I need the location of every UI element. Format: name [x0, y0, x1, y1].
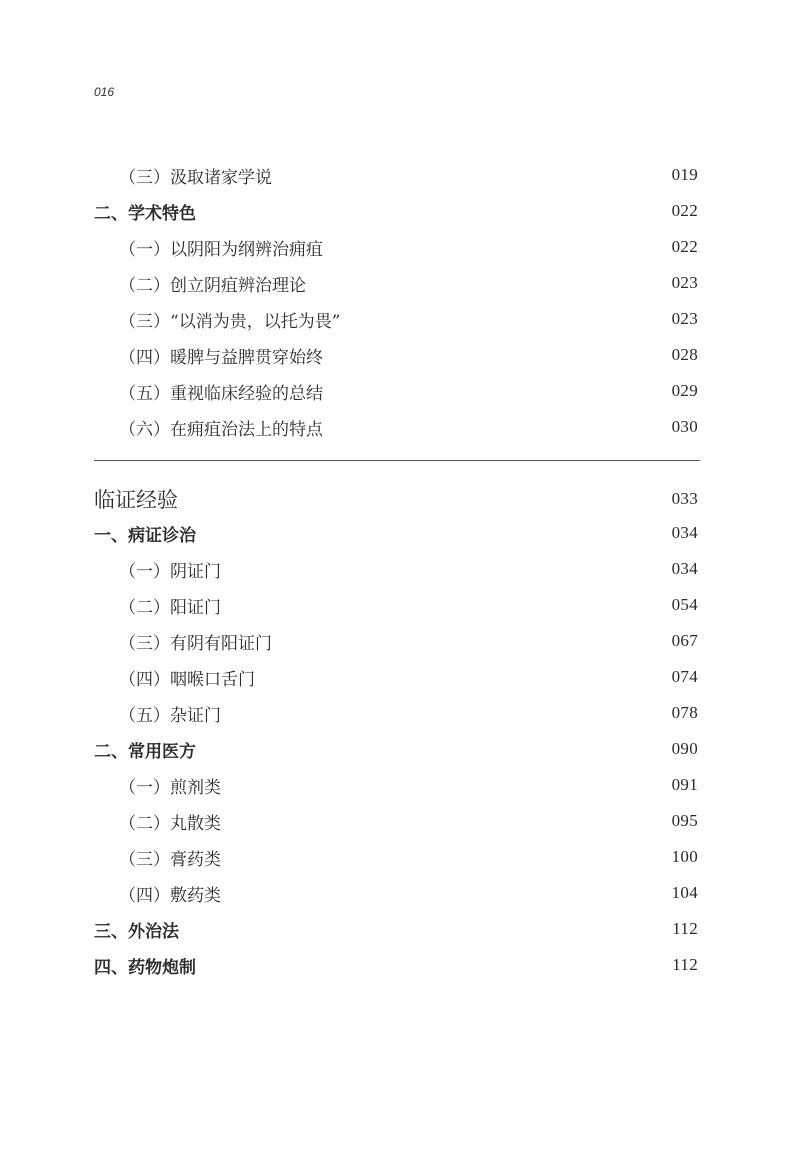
toc-entry-page: 104: [671, 883, 698, 902]
toc-entry-page: 112: [672, 919, 698, 938]
toc-entry[interactable]: [94, 731, 698, 767]
toc-entry-page: 095: [671, 811, 698, 830]
toc-entry-title: 二、学术特色: [94, 203, 196, 224]
toc-entry-page: 029: [671, 381, 698, 400]
toc-entry[interactable]: [94, 659, 698, 695]
toc-entry-page: 023: [671, 273, 698, 292]
toc-entry-page: 091: [671, 775, 698, 794]
toc-entry-title: 三、外治法: [94, 921, 179, 942]
toc-entry-title: （六）在痈疽治法上的特点: [119, 419, 323, 440]
toc-entry[interactable]: [94, 911, 698, 947]
toc-entry[interactable]: [94, 767, 698, 803]
toc-entry[interactable]: [94, 337, 698, 373]
toc-entry[interactable]: [94, 515, 698, 551]
toc-entry-page: 030: [671, 417, 698, 436]
toc-entry[interactable]: [94, 193, 698, 229]
toc-entry[interactable]: [94, 229, 698, 265]
toc-entry-title: （五）重视临床经验的总结: [119, 383, 323, 404]
toc-entry-title: 二、常用医方: [94, 741, 196, 762]
toc-entry-title: （三）膏药类: [119, 849, 221, 870]
toc-entry[interactable]: [94, 409, 698, 445]
toc-entry-page: 033: [671, 489, 698, 508]
toc-entry-page: 034: [671, 559, 698, 578]
toc-entry-page: 034: [671, 523, 698, 542]
toc-entry-title: （三）有阴有阳证门: [119, 633, 272, 654]
toc-entry[interactable]: [94, 157, 698, 193]
toc-entry[interactable]: [94, 695, 698, 731]
toc-entry-page: 022: [671, 237, 698, 256]
toc-entry-page: 067: [671, 631, 698, 650]
toc-entry[interactable]: [94, 875, 698, 911]
toc-entry-title: （二）创立阴疽辨治理论: [119, 275, 306, 296]
toc-entry[interactable]: [94, 623, 698, 659]
toc-chapter-title: 临证经验: [94, 488, 178, 512]
toc-chapter-entry[interactable]: [94, 481, 698, 517]
toc-entry-title: （二）丸散类: [119, 813, 221, 834]
toc-entry-page: 112: [672, 955, 698, 974]
toc-entry[interactable]: [94, 803, 698, 839]
toc-entry-page: 074: [671, 667, 698, 686]
page-number: 016: [94, 85, 115, 99]
toc-entry-page: 022: [671, 201, 698, 220]
toc-entry-page: 019: [671, 165, 698, 184]
toc-entry[interactable]: [94, 839, 698, 875]
toc-entry-page: 054: [671, 595, 698, 614]
toc-entry-title: （四）咽喉口舌门: [119, 669, 255, 690]
toc-entry-title: （一）煎剂类: [119, 777, 221, 798]
toc-entry-title: （二）阳证门: [119, 597, 221, 618]
toc-entry-page: 078: [671, 703, 698, 722]
toc-entry-title: 一、病证诊治: [94, 525, 196, 546]
toc-entry-page: 090: [671, 739, 698, 758]
toc-entry-title: （四）暖脾与益脾贯穿始终: [119, 347, 323, 368]
toc-entry-title: （一）阴证门: [119, 561, 221, 582]
toc-entry[interactable]: [94, 587, 698, 623]
toc-entry-page: 100: [671, 847, 698, 866]
toc-entry-title: （三）汲取诸家学说: [119, 167, 272, 188]
toc-entry-title: （一）以阴阳为纲辨治痈疽: [119, 239, 323, 260]
toc-entry-page: 028: [671, 345, 698, 364]
toc-entry-title: （四）敷药类: [119, 885, 221, 906]
section-divider: [94, 460, 700, 461]
toc-entry-page: 023: [671, 309, 698, 328]
toc-entry[interactable]: [94, 265, 698, 301]
toc-entry[interactable]: [94, 551, 698, 587]
toc-entry-title: 四、药物炮制: [94, 957, 196, 978]
toc-entry-title: （五）杂证门: [119, 705, 221, 726]
toc-entry[interactable]: [94, 373, 698, 409]
toc-entry[interactable]: [94, 947, 698, 983]
toc-entry-title: （三）“以消为贵，以托为畏”: [119, 311, 341, 332]
toc-entry[interactable]: [94, 301, 698, 337]
